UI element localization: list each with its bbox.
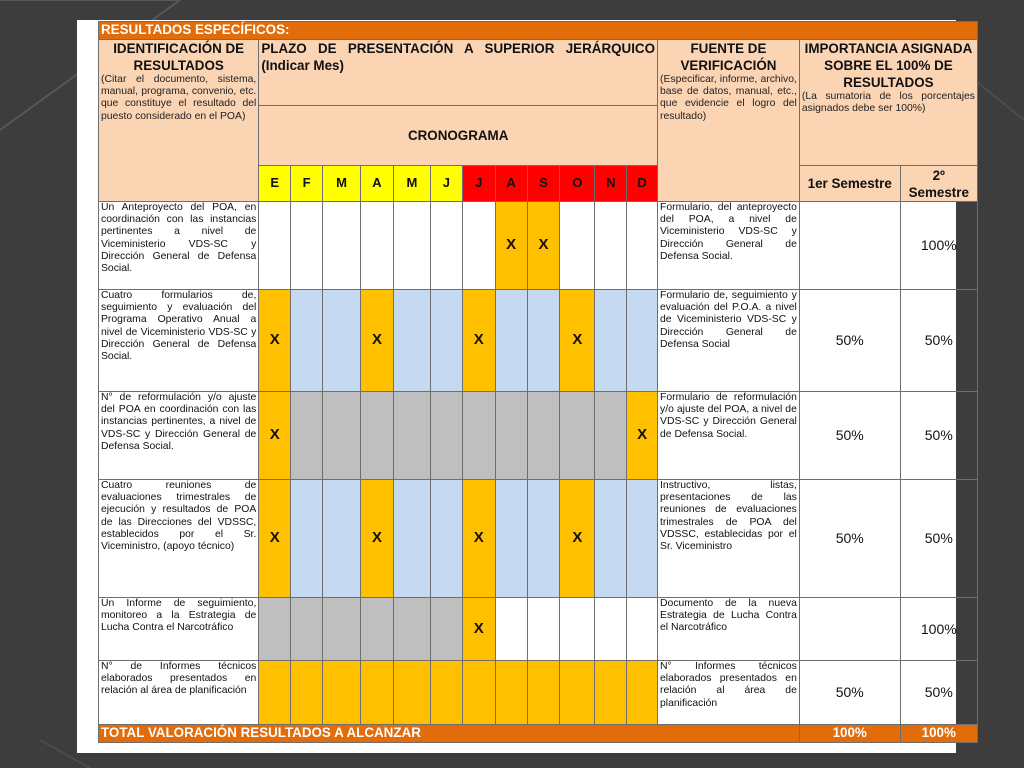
schedule-cell: X [259,480,291,598]
semester-1: 1er Semestre [799,166,900,202]
schedule-cell [462,392,495,480]
schedule-cell [627,290,658,392]
schedule-cell: X [462,480,495,598]
month-9: O [560,166,595,202]
identificacion-note: (Citar el documento, sistema, manual, programa, convenio, etc. que constituye el resultado del puesto considerado en el POA) [101,74,257,122]
schedule-cell [393,392,430,480]
schedule-cell: X [259,290,291,392]
schedule-cell [560,661,595,725]
fuente-header [658,40,800,202]
month-2: M [323,166,361,202]
schedule-cell [361,661,394,725]
table-row [99,725,978,743]
schedule-cell [323,202,361,290]
sem2-percent: 50% [900,480,977,598]
table-row [99,202,978,290]
fuente-verificacion: Formulario de, seguimiento y evaluación del P.O.A. a nivel de Viceministerio VDS-SC y Dirección General de Defensa Social [658,290,800,392]
schedule-cell [393,290,430,392]
month-0: E [259,166,291,202]
schedule-cell [323,661,361,725]
schedule-cell [462,661,495,725]
plazo-header: PLAZO DE PRESENTACIÓN A SUPERIOR JERÁRQUICO (Indicar Mes) [259,40,658,106]
schedule-cell: X [495,202,527,290]
schedule-cell [291,202,323,290]
schedule-cell [323,392,361,480]
fuente-title: FUENTE DE VERIFICACIÓN [680,41,777,73]
schedule-cell: X [627,392,658,480]
month-3: A [361,166,394,202]
sem2-percent: 50% [900,661,977,725]
section-title: RESULTADOS ESPECÍFICOS: [99,22,978,40]
schedule-cell [259,598,291,661]
schedule-cell [527,598,560,661]
result-description: Cuatro formularios de, seguimiento y evaluación del Programa Operativo Anual a nivel de Viceministerio VDS-SC y Dirección General de Defensa Social. [99,290,259,392]
sem2-percent: 50% [900,290,977,392]
table-row [99,40,978,106]
sem1-percent: 50% [799,480,900,598]
schedule-cell [259,202,291,290]
month-10: N [595,166,627,202]
schedule-cell [291,480,323,598]
schedule-cell [595,661,627,725]
schedule-cell [323,598,361,661]
schedule-cell [527,290,560,392]
schedule-cell [291,392,323,480]
cronograma-header: CRONOGRAMA [259,106,658,166]
schedule-cell [323,480,361,598]
schedule-cell [627,661,658,725]
sem2-percent: 100% [900,598,977,661]
table-row [99,598,978,661]
schedule-cell [595,392,627,480]
schedule-cell [393,202,430,290]
schedule-cell [291,661,323,725]
fuente-verificacion: Instructivo, listas, presentaciones de las reuniones de evaluaciones trimestrales de POA del VDSSC, establecidas por el Sr. Viceministro [658,480,800,598]
fuente-verificacion: Formulario, del anteproyecto del POA, a nivel de Viceministerio VDS-SC y Dirección General de Defensa Social. [658,202,800,290]
sem1-percent: 50% [799,290,900,392]
table-row [99,290,978,392]
schedule-cell [495,598,527,661]
schedule-cell [393,661,430,725]
fuente-verificacion: N° Informes técnicos elaborados presentados en relación al área de planificación [658,661,800,725]
schedule-cell [361,392,394,480]
sem1-percent [799,598,900,661]
result-description: Cuatro reuniones de evaluaciones trimestrales de ejecución y resultados de POA de las Direcciones del VDSSC, establecidos por el Sr. Viceministro, (apoyo técnico) [99,480,259,598]
schedule-cell [291,290,323,392]
schedule-cell [495,480,527,598]
table-row [99,661,978,725]
fuente-note: (Especificar, informe, archivo, base de datos, manual, etc., que evidencie el logro del resultado) [660,74,797,122]
schedule-cell [560,392,595,480]
schedule-cell [430,392,462,480]
schedule-cell [595,290,627,392]
schedule-cell [430,202,462,290]
schedule-cell [527,480,560,598]
schedule-cell [259,661,291,725]
schedule-cell [627,480,658,598]
schedule-cell [495,290,527,392]
result-description: N° de reformulación y/o ajuste del POA en coordinación con las instancias pertinentes, a nivel de VDS-SC y Dirección General de Defensa Social. [99,392,259,480]
month-6: J [462,166,495,202]
schedule-cell [595,598,627,661]
schedule-cell [430,661,462,725]
schedule-cell: X [560,290,595,392]
sem2-percent: 50% [900,392,977,480]
fuente-verificacion: Documento de la nueva Estrategia de Lucha Contra el Narcotráfico [658,598,800,661]
sem2-percent: 100% [900,202,977,290]
total-sem2: 100% [900,725,977,743]
schedule-cell [430,290,462,392]
table-row [99,392,978,480]
result-description: N° de Informes técnicos elaborados presentados en relación al área de planificación [99,661,259,725]
schedule-cell [495,392,527,480]
month-1: F [291,166,323,202]
schedule-cell [560,598,595,661]
importancia-note: (La sumatoria de los porcentajes asignados debe ser 100%) [801,91,975,115]
result-description: Un Anteproyecto del POA, en coordinación con las instancias pertinentes a nivel de Viceministerio VDS-SC y Dirección General de Defensa Social. [99,202,259,290]
month-8: S [527,166,560,202]
schedule-cell: X [462,290,495,392]
schedule-cell: X [361,480,394,598]
slide [77,20,975,753]
month-5: J [430,166,462,202]
results-table [98,21,978,743]
month-11: D [627,166,658,202]
schedule-cell [430,598,462,661]
identificacion-title: IDENTIFICACIÓN DE RESULTADOS [113,41,245,73]
schedule-cell: X [462,598,495,661]
schedule-cell [595,202,627,290]
schedule-cell: X [527,202,560,290]
schedule-cell [627,202,658,290]
schedule-cell [393,598,430,661]
schedule-cell [393,480,430,598]
schedule-cell [462,202,495,290]
schedule-cell [527,392,560,480]
schedule-cell [361,598,394,661]
schedule-cell [495,661,527,725]
schedule-cell [627,598,658,661]
schedule-cell [361,202,394,290]
schedule-cell [430,480,462,598]
identificacion-header [99,40,259,202]
table-row [99,480,978,598]
month-7: A [495,166,527,202]
sem1-percent: 50% [799,661,900,725]
importancia-title: IMPORTANCIA ASIGNADA SOBRE EL 100% DE RESULTADOS [804,41,973,90]
total-label: TOTAL VALORACIÓN RESULTADOS A ALCANZAR [99,725,800,743]
sem1-percent: 50% [799,392,900,480]
schedule-cell [323,290,361,392]
table-row [99,22,978,40]
schedule-cell: X [259,392,291,480]
schedule-cell [527,661,560,725]
importancia-header [799,40,977,166]
schedule-cell [560,202,595,290]
total-sem1: 100% [799,725,900,743]
fuente-verificacion: Formulario de reformulación y/o ajuste del POA, a nivel de VDS-SC y Dirección General de Defensa Social. [658,392,800,480]
month-4: M [393,166,430,202]
semester-2: 2º Semestre [900,166,977,202]
schedule-cell: X [560,480,595,598]
schedule-cell [595,480,627,598]
schedule-cell: X [361,290,394,392]
sem1-percent [799,202,900,290]
schedule-cell [291,598,323,661]
result-description: Un Informe de seguimiento, monitoreo a la Estrategia de Lucha Contra el Narcotráfico [99,598,259,661]
